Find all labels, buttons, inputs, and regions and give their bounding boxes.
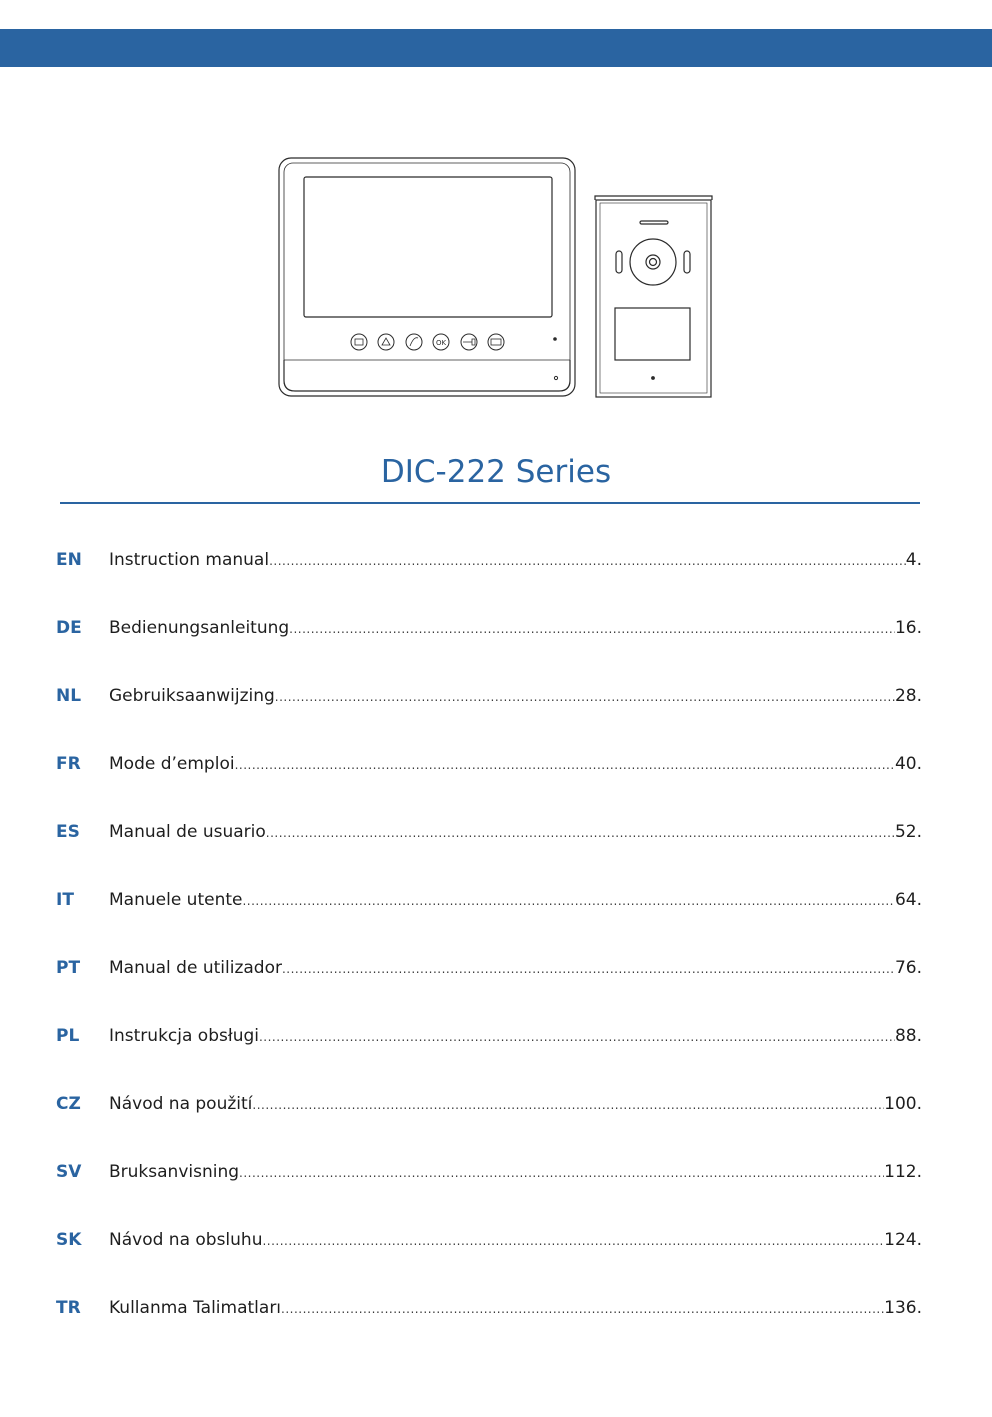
- page-number: 4: [905, 549, 917, 570]
- toc-entry: [109, 676, 922, 717]
- language-code: IT: [56, 890, 74, 910]
- toc-entry: [109, 744, 922, 785]
- dot-leader: [252, 1085, 884, 1125]
- page-number: 16: [894, 617, 917, 638]
- page-number-suffix: .: [916, 889, 922, 910]
- language-code: FR: [56, 754, 81, 774]
- product-illustration: [275, 150, 720, 405]
- page-number: 88: [894, 1025, 917, 1046]
- toc-row-en[interactable]: [0, 540, 992, 580]
- toc-entry: [109, 1288, 922, 1329]
- page-number-suffix: .: [916, 821, 922, 842]
- page-number: 64: [894, 889, 917, 910]
- toc-entry: [109, 812, 922, 853]
- page-number: 40: [894, 753, 917, 774]
- page-number-suffix: .: [916, 617, 922, 638]
- toc-entry-title: Návod na obsluhu: [109, 1229, 263, 1250]
- dot-leader: [262, 1221, 884, 1261]
- monitor-buttons: [351, 334, 558, 380]
- document-title: DIC-222 Series: [380, 454, 612, 490]
- page-number: 136: [884, 1297, 917, 1318]
- toc-entry-title: Gebruiksaanwijzing: [109, 685, 275, 706]
- toc-entry: [109, 948, 922, 989]
- toc-entry-title: Bruksanvisning: [109, 1161, 240, 1182]
- toc-entry-title: Manual de usuario: [109, 821, 266, 842]
- dot-leader: [242, 881, 894, 921]
- title-divider: [60, 502, 920, 504]
- page-number-suffix: .: [916, 1161, 922, 1182]
- toc-row-pt[interactable]: [0, 948, 992, 988]
- toc-row-sv[interactable]: [0, 1152, 992, 1192]
- toc-entry: [109, 1220, 922, 1261]
- language-code: TR: [56, 1298, 81, 1318]
- language-code: EN: [56, 550, 82, 570]
- page-number-suffix: .: [916, 1093, 922, 1114]
- toc-row-cz[interactable]: [0, 1084, 992, 1124]
- toc-entry: [109, 540, 922, 581]
- toc-entry: [109, 1084, 922, 1125]
- page-number: 28: [894, 685, 917, 706]
- language-code: PT: [56, 958, 81, 978]
- page-number: 52: [894, 821, 917, 842]
- dot-leader: [235, 745, 895, 785]
- page-number: 124: [884, 1229, 917, 1250]
- toc-entry-title: Manuele utente: [109, 889, 243, 910]
- toc-row-sk[interactable]: [0, 1220, 992, 1260]
- dot-leader: [289, 609, 895, 649]
- indoor-monitor-drawing: [279, 158, 575, 396]
- language-code: ES: [56, 822, 80, 842]
- page-number: 100: [884, 1093, 917, 1114]
- page-number: 76: [894, 957, 917, 978]
- language-code: NL: [56, 686, 82, 706]
- language-code: DE: [56, 618, 82, 638]
- page-number-suffix: .: [916, 957, 922, 978]
- toc-entry-title: Manual de utilizador: [109, 957, 282, 978]
- language-code: PL: [56, 1026, 80, 1046]
- toc-row-pl[interactable]: [0, 1016, 992, 1056]
- toc-entry: [109, 608, 922, 649]
- page-number-suffix: .: [916, 1025, 922, 1046]
- language-code: CZ: [56, 1094, 81, 1114]
- toc-entry: [109, 1152, 922, 1193]
- toc-entry-title: Instruction manual: [109, 549, 270, 570]
- toc-entry-title: Bedienungsanleitung: [109, 617, 290, 638]
- svg-text:OK: OK: [435, 339, 447, 347]
- page-number-suffix: .: [916, 1297, 922, 1318]
- dot-leader: [239, 1153, 884, 1193]
- toc-row-es[interactable]: [0, 812, 992, 852]
- page-number-suffix: .: [916, 753, 922, 774]
- dot-leader: [275, 677, 895, 717]
- dot-leader: [266, 813, 895, 853]
- page-number: 112: [884, 1161, 917, 1182]
- dot-leader: [269, 541, 906, 581]
- toc-entry-title: Mode d’emploi: [109, 753, 235, 774]
- header-band: [0, 29, 992, 67]
- language-code: SK: [56, 1230, 82, 1250]
- toc-entry-title: Instrukcja obsługi: [109, 1025, 259, 1046]
- toc-entry: [109, 880, 922, 921]
- page-number-suffix: .: [916, 549, 922, 570]
- dot-leader: [281, 1289, 884, 1329]
- language-code: SV: [56, 1162, 82, 1182]
- toc-row-it[interactable]: [0, 880, 992, 920]
- dot-leader: [282, 949, 895, 989]
- toc-row-fr[interactable]: [0, 744, 992, 784]
- toc-entry-title: Návod na použití: [109, 1093, 253, 1114]
- toc-row-tr[interactable]: [0, 1288, 992, 1328]
- dot-leader: [259, 1017, 895, 1057]
- toc-row-de[interactable]: [0, 608, 992, 648]
- toc-row-nl[interactable]: [0, 676, 992, 716]
- page-number-suffix: .: [916, 1229, 922, 1250]
- toc-entry-title: Kullanma Talimatları: [109, 1297, 282, 1318]
- door-station-drawing: [595, 196, 712, 397]
- page-number-suffix: .: [916, 685, 922, 706]
- toc-entry: [109, 1016, 922, 1057]
